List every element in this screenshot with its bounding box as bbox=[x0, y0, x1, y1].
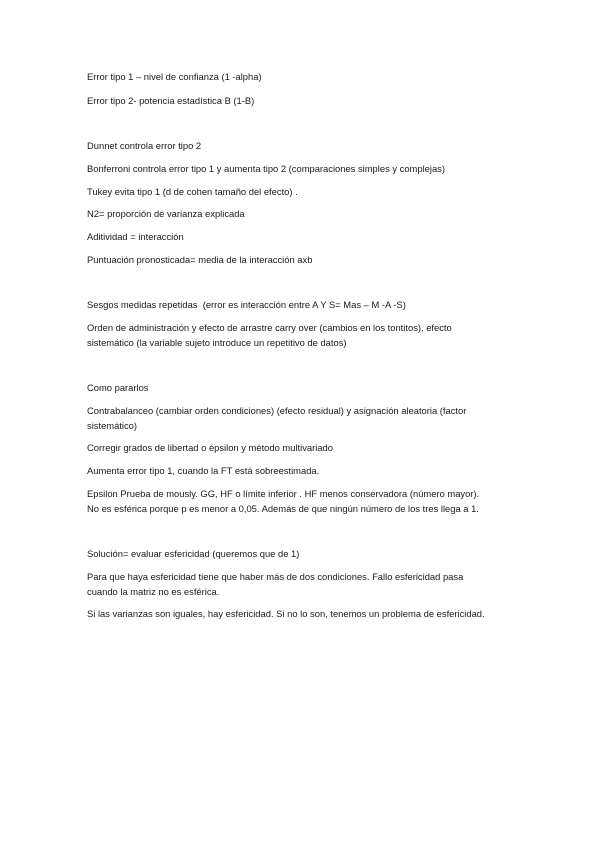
text-line: Epsilon Prueba de mously. GG, HF o límite inferior . HF menos conservadora (número mayor). bbox=[87, 488, 480, 499]
text-line: Dunnet controla error tipo 2 bbox=[87, 140, 202, 151]
text-line: Sesgos medidas repetidas (error es interacción entre A Y S= Mas – M -A -S) bbox=[87, 299, 406, 310]
text-line: sistemático) bbox=[87, 420, 138, 431]
text-line: Tukey evita tipo 1 (d de cohen tamaño del efecto) . bbox=[87, 186, 298, 197]
text-line: Bonferroni controla error tipo 1 y aumenta tipo 2 (comparaciones simples y complejas) bbox=[87, 163, 445, 174]
text-line: sistemático (la variable sujeto introduce un repetitivo de datos) bbox=[87, 337, 347, 348]
text-line: Error tipo 2- potencia estadística B (1-B) bbox=[87, 95, 255, 106]
text-line: Aumenta error tipo 1, cuando la FT está sobreestimada. bbox=[87, 465, 320, 476]
text-line: Como pararlos bbox=[87, 382, 149, 393]
text-line: Orden de administración y efecto de arrastre carry over (cambios en los tontitos), efecto bbox=[87, 322, 452, 333]
text-line: No es esférica porque p es menor a 0,05. Además de que ningún número de los tres llega a 1. bbox=[87, 503, 479, 514]
text-line: Solución= evaluar esfericidad (queremos que de 1) bbox=[87, 548, 300, 559]
text-line: Contrabalanceo (cambiar orden condiciones) (efecto residual) y asignación aleatoria (factor bbox=[87, 405, 467, 416]
text-line: Error tipo 1 – nivel de confianza (1 -alpha) bbox=[87, 71, 262, 82]
text-line: Para que haya esfericidad tiene que haber más de dos condiciones. Fallo esfericidad pasa bbox=[87, 571, 464, 582]
text-line: Aditividad = interacción bbox=[87, 231, 184, 242]
text-line: N2= proporción de varianza explicada bbox=[87, 208, 245, 219]
text-line: Puntuación pronosticada= media de la interacción axb bbox=[87, 254, 313, 265]
text-line: Corregir grados de libertad o épsilon y método multivariado bbox=[87, 442, 333, 453]
text-line: cuando la matriz no es esférica. bbox=[87, 586, 220, 597]
text-line: Si las varianzas son iguales, hay esfericidad. Si no lo son, tenemos un problema de esfericidad. bbox=[87, 608, 485, 619]
